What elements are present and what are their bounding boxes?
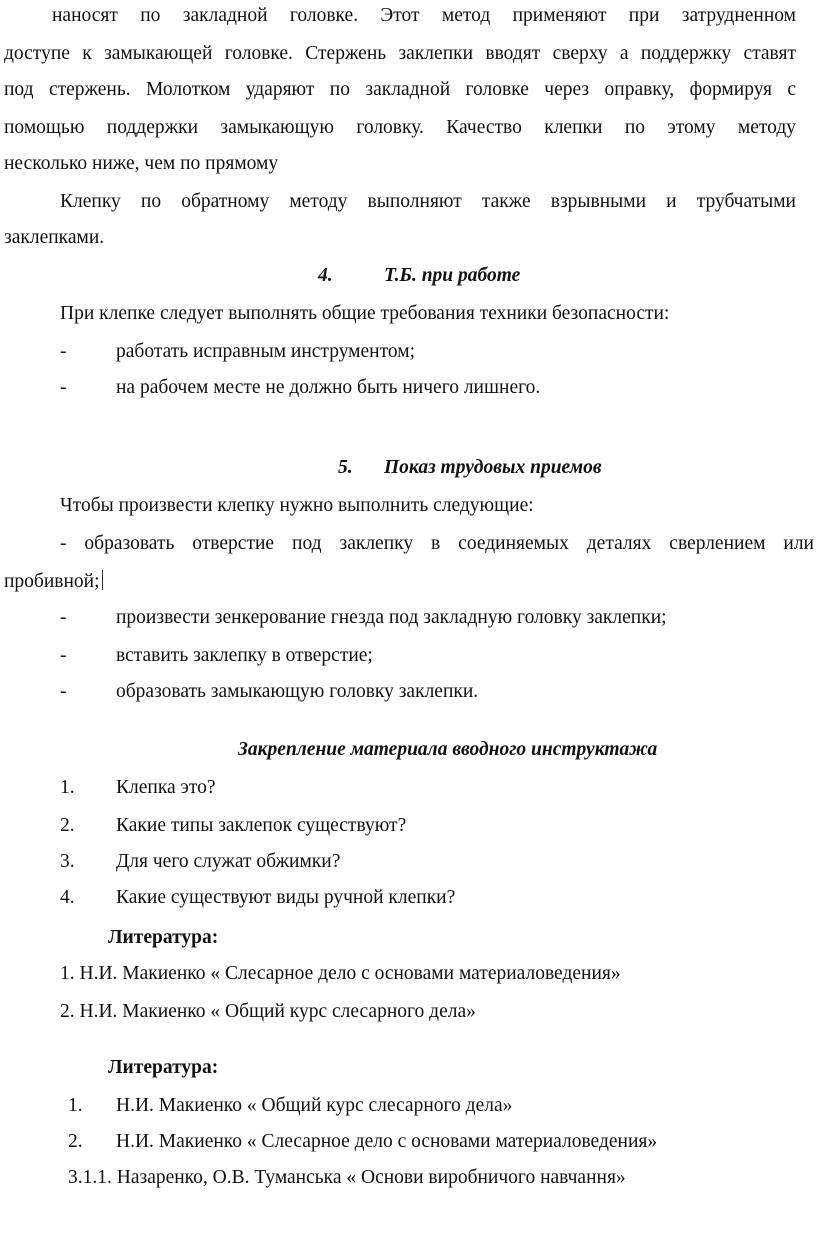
text-line: помощью поддержки замыкающую головку. Качество клепки по этому методу: [4, 117, 796, 138]
question-text: Клепка это?: [116, 777, 216, 798]
literature-title: Литература:: [108, 1057, 219, 1078]
question-number: 4.: [60, 887, 75, 908]
list-marker: -: [60, 341, 67, 362]
list-marker: -: [60, 645, 67, 666]
literature-text: Н.И. Макиенко « Общий курс слесарного дела»: [116, 1095, 513, 1116]
text-line: заклепками.: [4, 227, 105, 248]
text-cursor: [102, 570, 103, 590]
consolidation-title: Закрепление материала вводного инструктажа: [238, 739, 658, 760]
literature-number: 1.: [68, 1095, 83, 1116]
list-item-text: - образовать отверстие под заклепку в соединяемых деталях сверлением или: [60, 533, 814, 554]
list-text: на рабочем месте не должно быть ничего лишнего.: [116, 377, 541, 398]
list-text: вставить заклепку в отверстие;: [116, 645, 373, 666]
section-number: 4.: [318, 265, 333, 286]
text-line: под стержень. Молотком ударяют по закладной головке через оправку, формируя с: [4, 79, 796, 100]
list-text: работать исправным инструментом;: [116, 341, 416, 362]
question-text: Какие типы заклепок существуют?: [116, 815, 407, 836]
literature-text: Н.И. Макиенко « Слесарное дело с основами материаловедения»: [116, 1131, 658, 1152]
literature-number: 2.: [68, 1131, 83, 1152]
section-intro: При клепке следует выполнять общие требования техники безопасности:: [60, 303, 670, 324]
literature-item: 1. Н.И. Макиенко « Слесарное дело с основами материаловедения»: [60, 963, 621, 984]
literature-item: 3.1.1. Назаренко, О.В. Туманська « Основи виробничого навчання»: [68, 1167, 626, 1188]
question-number: 2.: [60, 815, 75, 836]
list-marker: -: [60, 607, 67, 628]
question-number: 3.: [60, 851, 75, 872]
text-line: Клепку по обратному методу выполняют также взрывными и трубчатыми: [60, 191, 796, 212]
literature-title: Литература:: [108, 927, 219, 948]
section-title: Показ трудовых приемов: [384, 457, 602, 478]
question-text: Какие существуют виды ручной клепки?: [116, 887, 456, 908]
text-line: наносят по закладной головке. Этот метод применяют при затрудненном: [52, 5, 796, 26]
section-intro: Чтобы произвести клепку нужно выполнить следующие:: [60, 495, 534, 516]
question-number: 1.: [60, 777, 75, 798]
section-number: 5.: [338, 457, 353, 478]
list-text: образовать замыкающую головку заклепки.: [116, 681, 479, 702]
text-line: несколько ниже, чем по прямому: [4, 153, 279, 174]
list-text: произвести зенкерование гнезда под закладную головку заклепки;: [116, 607, 667, 628]
list-item-text: пробивной;: [4, 570, 103, 594]
list-marker: -: [60, 681, 67, 702]
text-line: доступе к замыкающей головке. Стержень заклепки вводят сверху а поддержку ставят: [4, 43, 796, 64]
section-title: Т.Б. при работе: [384, 265, 521, 286]
literature-item: 2. Н.И. Макиенко « Общий курс слесарного дела»: [60, 1001, 476, 1022]
question-text: Для чего служат обжимки?: [116, 851, 341, 872]
list-marker: -: [60, 377, 67, 398]
